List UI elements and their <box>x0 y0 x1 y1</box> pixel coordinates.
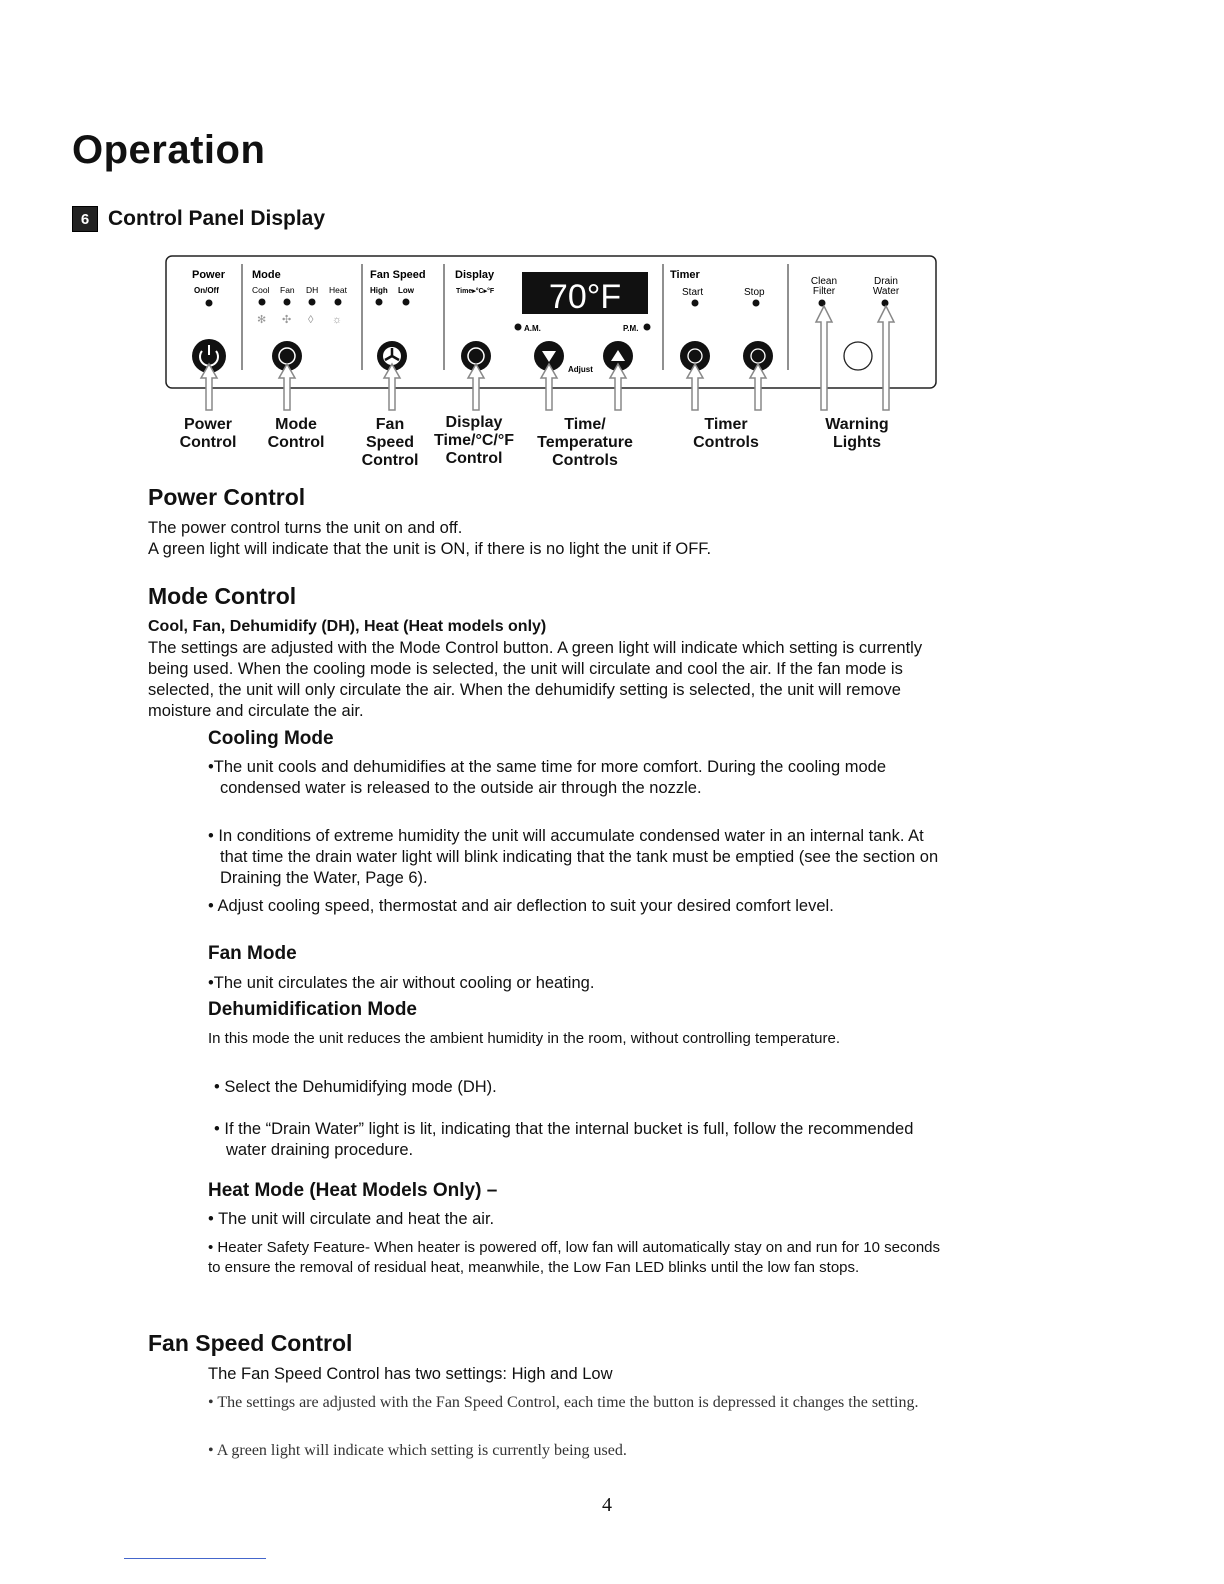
section-heading <box>72 206 325 232</box>
section-title: Control Panel Display <box>108 207 326 230</box>
panel-mode-title: Mode <box>252 269 281 281</box>
callout-fan-speed-control: Fan Speed Control <box>361 416 419 469</box>
page-number: 4 <box>602 1494 612 1516</box>
panel-pm: P.M. <box>623 324 639 333</box>
indicator-circle <box>844 342 872 370</box>
panel-mode-fan: Fan <box>280 285 295 295</box>
display-readout: 70°F <box>548 278 622 316</box>
panel-fanspeed-high: High <box>370 286 388 295</box>
fan-speed-control-intro: The Fan Speed Control has two settings: High and Low <box>208 1365 613 1383</box>
callout-mode-control: Mode Control <box>267 416 325 451</box>
panel-timer-title: Timer <box>670 269 700 281</box>
heat-mode-heading: Heat Mode (Heat Models Only) – <box>208 1180 498 1201</box>
panel-mode-heat: Heat <box>329 285 347 295</box>
panel-drain: Drain <box>874 276 898 287</box>
fan-mode-heading: Fan Mode <box>208 943 297 964</box>
panel-power-title: Power <box>192 269 226 281</box>
panel-mode-dh: DH <box>306 285 319 295</box>
panel-display-sub: Time▸°C▸°F <box>456 288 495 295</box>
callout-time-temperature-controls: Time/ Temperature Controls <box>537 416 633 469</box>
fan-mode-bullet: •The unit circulates the air without cooling or heating. <box>208 974 595 992</box>
callout-power-control: Power Control <box>179 416 237 451</box>
panel-adjust: Adjust <box>568 365 593 374</box>
page-title: Operation <box>72 128 266 172</box>
mode-control-heading: Mode Control <box>148 583 297 609</box>
snowflake-icon: ✻ <box>257 314 267 326</box>
cooling-mode-heading: Cooling Mode <box>208 728 334 749</box>
panel-water: Water <box>872 286 900 297</box>
heat-mode-bullet-1: • The unit will circulate and heat the air. <box>208 1210 495 1228</box>
callout-timer-controls: Timer Controls <box>693 416 759 451</box>
panel-filter: Filter <box>812 286 836 297</box>
panel-clean: Clean <box>810 276 838 287</box>
fan-small-icon: ✣ <box>282 314 292 326</box>
cooling-bullet-1: •The unit cools and dehumidifies at the same time for more comfort. During the cooling mode condensed water is released to the outside air through the nozzle. <box>208 758 887 797</box>
cooling-bullet-3: • Adjust cooling speed, thermostat and air deflection to suit your desired comfort level. <box>208 897 834 915</box>
cooling-bullet-2: • In conditions of extreme humidity the unit will accumulate condensed water in an internal tank. At that time the drain water light will blink indicating that the tank must be emptied (see the section on Draining the Water, Page 6). <box>208 827 939 887</box>
sun-icon: ☼ <box>332 314 343 326</box>
dehumidification-bullet-2: • If the “Drain Water” light is lit, indicating that the internal bucket is full, follow the recommended water draining procedure. <box>214 1120 914 1159</box>
fan-speed-bullet-2: • A green light will indicate which setting is currently being used. <box>208 1442 627 1459</box>
heat-mode-bullet-2: • Heater Safety Feature- When heater is powered off, low fan will automatically stay on and run for 10 seconds to ensure the removal of residual heat, meanwhile, the Low Fan LED blinks until the low fan stops. <box>208 1239 941 1276</box>
panel-fanspeed-title: Fan Speed <box>370 269 426 281</box>
callout-warning-lights: Warning Lights <box>825 416 889 451</box>
panel-fanspeed-low: Low <box>398 286 414 295</box>
dehumidification-intro: In this mode the unit reduces the ambient humidity in the room, without controlling temperature. <box>208 1030 840 1047</box>
dehumidification-mode-heading: Dehumidification Mode <box>208 999 417 1020</box>
power-control-heading: Power Control <box>148 484 306 510</box>
panel-display-title: Display <box>455 269 495 281</box>
fan-speed-control-heading: Fan Speed Control <box>148 1330 353 1356</box>
mode-control-subheading: Cool, Fan, Dehumidify (DH), Heat (Heat models only) <box>148 618 547 635</box>
panel-power-sub: On/Off <box>194 286 219 295</box>
dehumidification-bullet-1: • Select the Dehumidifying mode (DH). <box>214 1078 497 1096</box>
panel-am: A.M. <box>524 324 541 333</box>
footer-rule <box>124 1558 266 1559</box>
section-number: 6 <box>72 206 98 232</box>
panel-mode-cool: Cool <box>252 285 270 295</box>
fan-speed-bullet-1: • The settings are adjusted with the Fan Speed Control, each time the button is depressed it changes the setting. <box>208 1394 919 1411</box>
power-control-body: The power control turns the unit on and off. A green light will indicate that the unit is ON, if there is no light the unit if OFF. <box>148 519 712 558</box>
droplet-icon: ◊ <box>308 314 314 326</box>
mode-control-body: The settings are adjusted with the Mode Control button. A green light will indicate which setting is currently being used. When the cooling mode is selected, the unit will circulate and cool the air. If the fan mode is selected, the unit will only circulate the air. When the dehumidify setting is selected, the unit will remove moisture and circulate the air. <box>148 639 923 720</box>
panel-timer-stop: Stop <box>744 287 765 298</box>
callout-display-control: Display Time/°C/°F Control <box>433 414 515 467</box>
panel-timer-start: Start <box>682 287 704 298</box>
